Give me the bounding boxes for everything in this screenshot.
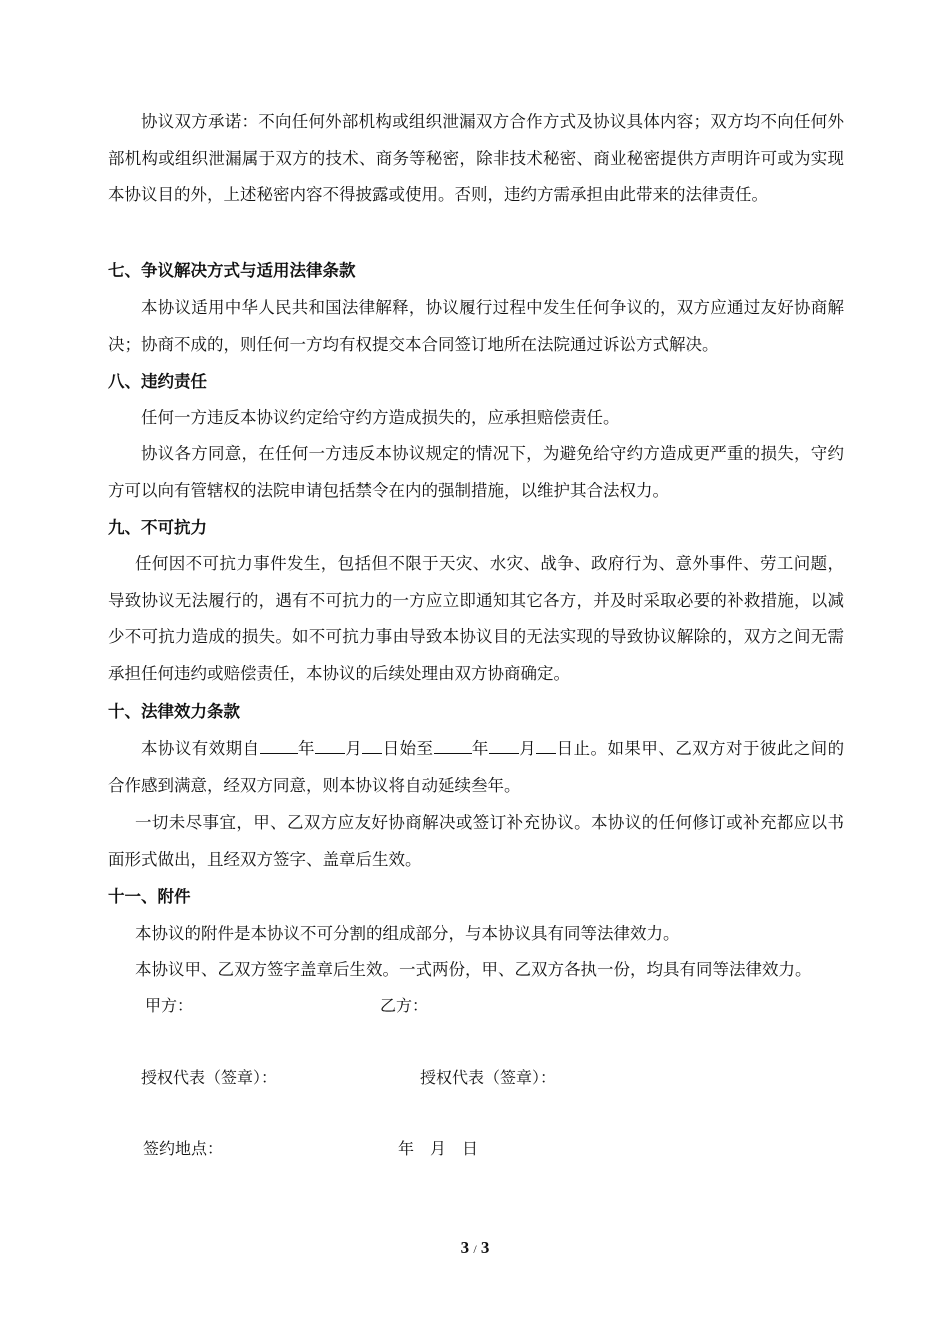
section-8-heading: 八、违约责任 — [108, 372, 207, 391]
party-a-label: 甲方： — [145, 996, 194, 1015]
page-separator: / — [473, 1242, 477, 1256]
section-10-paragraph-b: 一切未尽事宜，甲、乙双方应友好协商解决或签订补充协议。本协议的任何修订或补充都应以书面形式做出，且经双方签字、盖章后生效。 — [108, 813, 844, 869]
day-blank — [362, 738, 382, 754]
section-11-paragraph-a: 本协议的附件是本协议不可分割的组成部分，与本协议具有同等法律效力。 — [135, 924, 680, 943]
validity-paragraph — [108, 731, 844, 804]
total-pages: 3 — [480, 1238, 490, 1257]
party-b-representative-label: 授权代表（签章）： — [420, 1068, 557, 1087]
section-7-heading: 七、争议解决方式与适用法律条款 — [108, 261, 356, 280]
page-number — [0, 1238, 950, 1258]
signing-place-label: 签约地点： — [143, 1139, 224, 1158]
section-8-paragraph-a: 任何一方违反本协议约定给守约方造成损失的，应承担赔偿责任。 — [141, 408, 620, 427]
confidentiality-paragraph: 协议双方承诺：不向任何外部机构或组织泄漏双方合作方式及协议具体内容；双方均不向任何外部机构或组织泄漏属于双方的技术、商务等秘密，除非技术秘密、商业秘密提供方声明许可或为实现本协议目的外，上述秘密内容不得披露或使用。否则，违约方需承担由此带来的法律责任。 — [108, 112, 844, 204]
section-7-paragraph: 本协议适用中华人民共和国法律解释，协议履行过程中发生任何争议的，双方应通过友好协商解决；协商不成的，则任何一方均有权提交本合同签订地所在法院通过诉讼方式解决。 — [108, 298, 844, 354]
validity-text: 本协议有效期自 — [141, 739, 260, 758]
validity-text: 月 — [344, 739, 363, 758]
year-blank — [434, 738, 472, 754]
validity-text: 日始至 — [382, 739, 434, 758]
party-a-representative-label: 授权代表（签章）： — [141, 1068, 278, 1087]
month-blank — [489, 738, 519, 754]
section-8-paragraph-b: 协议各方同意，在任何一方违反本协议规定的情况下，为避免给守约方造成更严重的损失，守约方可以向有管辖权的法院申请包括禁令在内的强制措施，以维护其合法权力。 — [108, 444, 844, 500]
section-10-heading: 十、法律效力条款 — [108, 702, 240, 721]
validity-text: 日止。如果甲、乙双方对于彼此之间的合作感到满意，经双方同意，则本协议将自动延续叁年。 — [108, 739, 845, 795]
section-9-heading: 九、不可抗力 — [108, 518, 207, 537]
year-blank — [260, 738, 298, 754]
section-9-paragraph: 任何因不可抗力事件发生，包括但不限于天灾、水灾、战争、政府行为、意外事件、劳工问题，导致协议无法履行的，遇有不可抗力的一方应立即通知其它各方，并及时采取必要的补救措施，以减少不可抗力造成的损失。如不可抗力事由导致本协议目的无法实现的导致协议解除的，双方之间无需承担任何违约或赔偿责任，本协议的后续处理由双方协商确定。 — [108, 554, 844, 683]
signing-date-label: 年 月 日 — [398, 1139, 479, 1158]
validity-text: 年 — [297, 739, 315, 758]
section-11-heading: 十一、附件 — [108, 887, 191, 906]
month-blank — [315, 738, 345, 754]
day-blank — [536, 738, 556, 754]
validity-text: 年 — [471, 739, 489, 758]
party-b-label: 乙方： — [380, 996, 429, 1015]
validity-text: 月 — [518, 739, 537, 758]
section-11-paragraph-b: 本协议甲、乙双方签字盖章后生效。一式两份，甲、乙双方各执一份，均具有同等法律效力。 — [135, 960, 812, 979]
current-page: 3 — [460, 1238, 470, 1257]
